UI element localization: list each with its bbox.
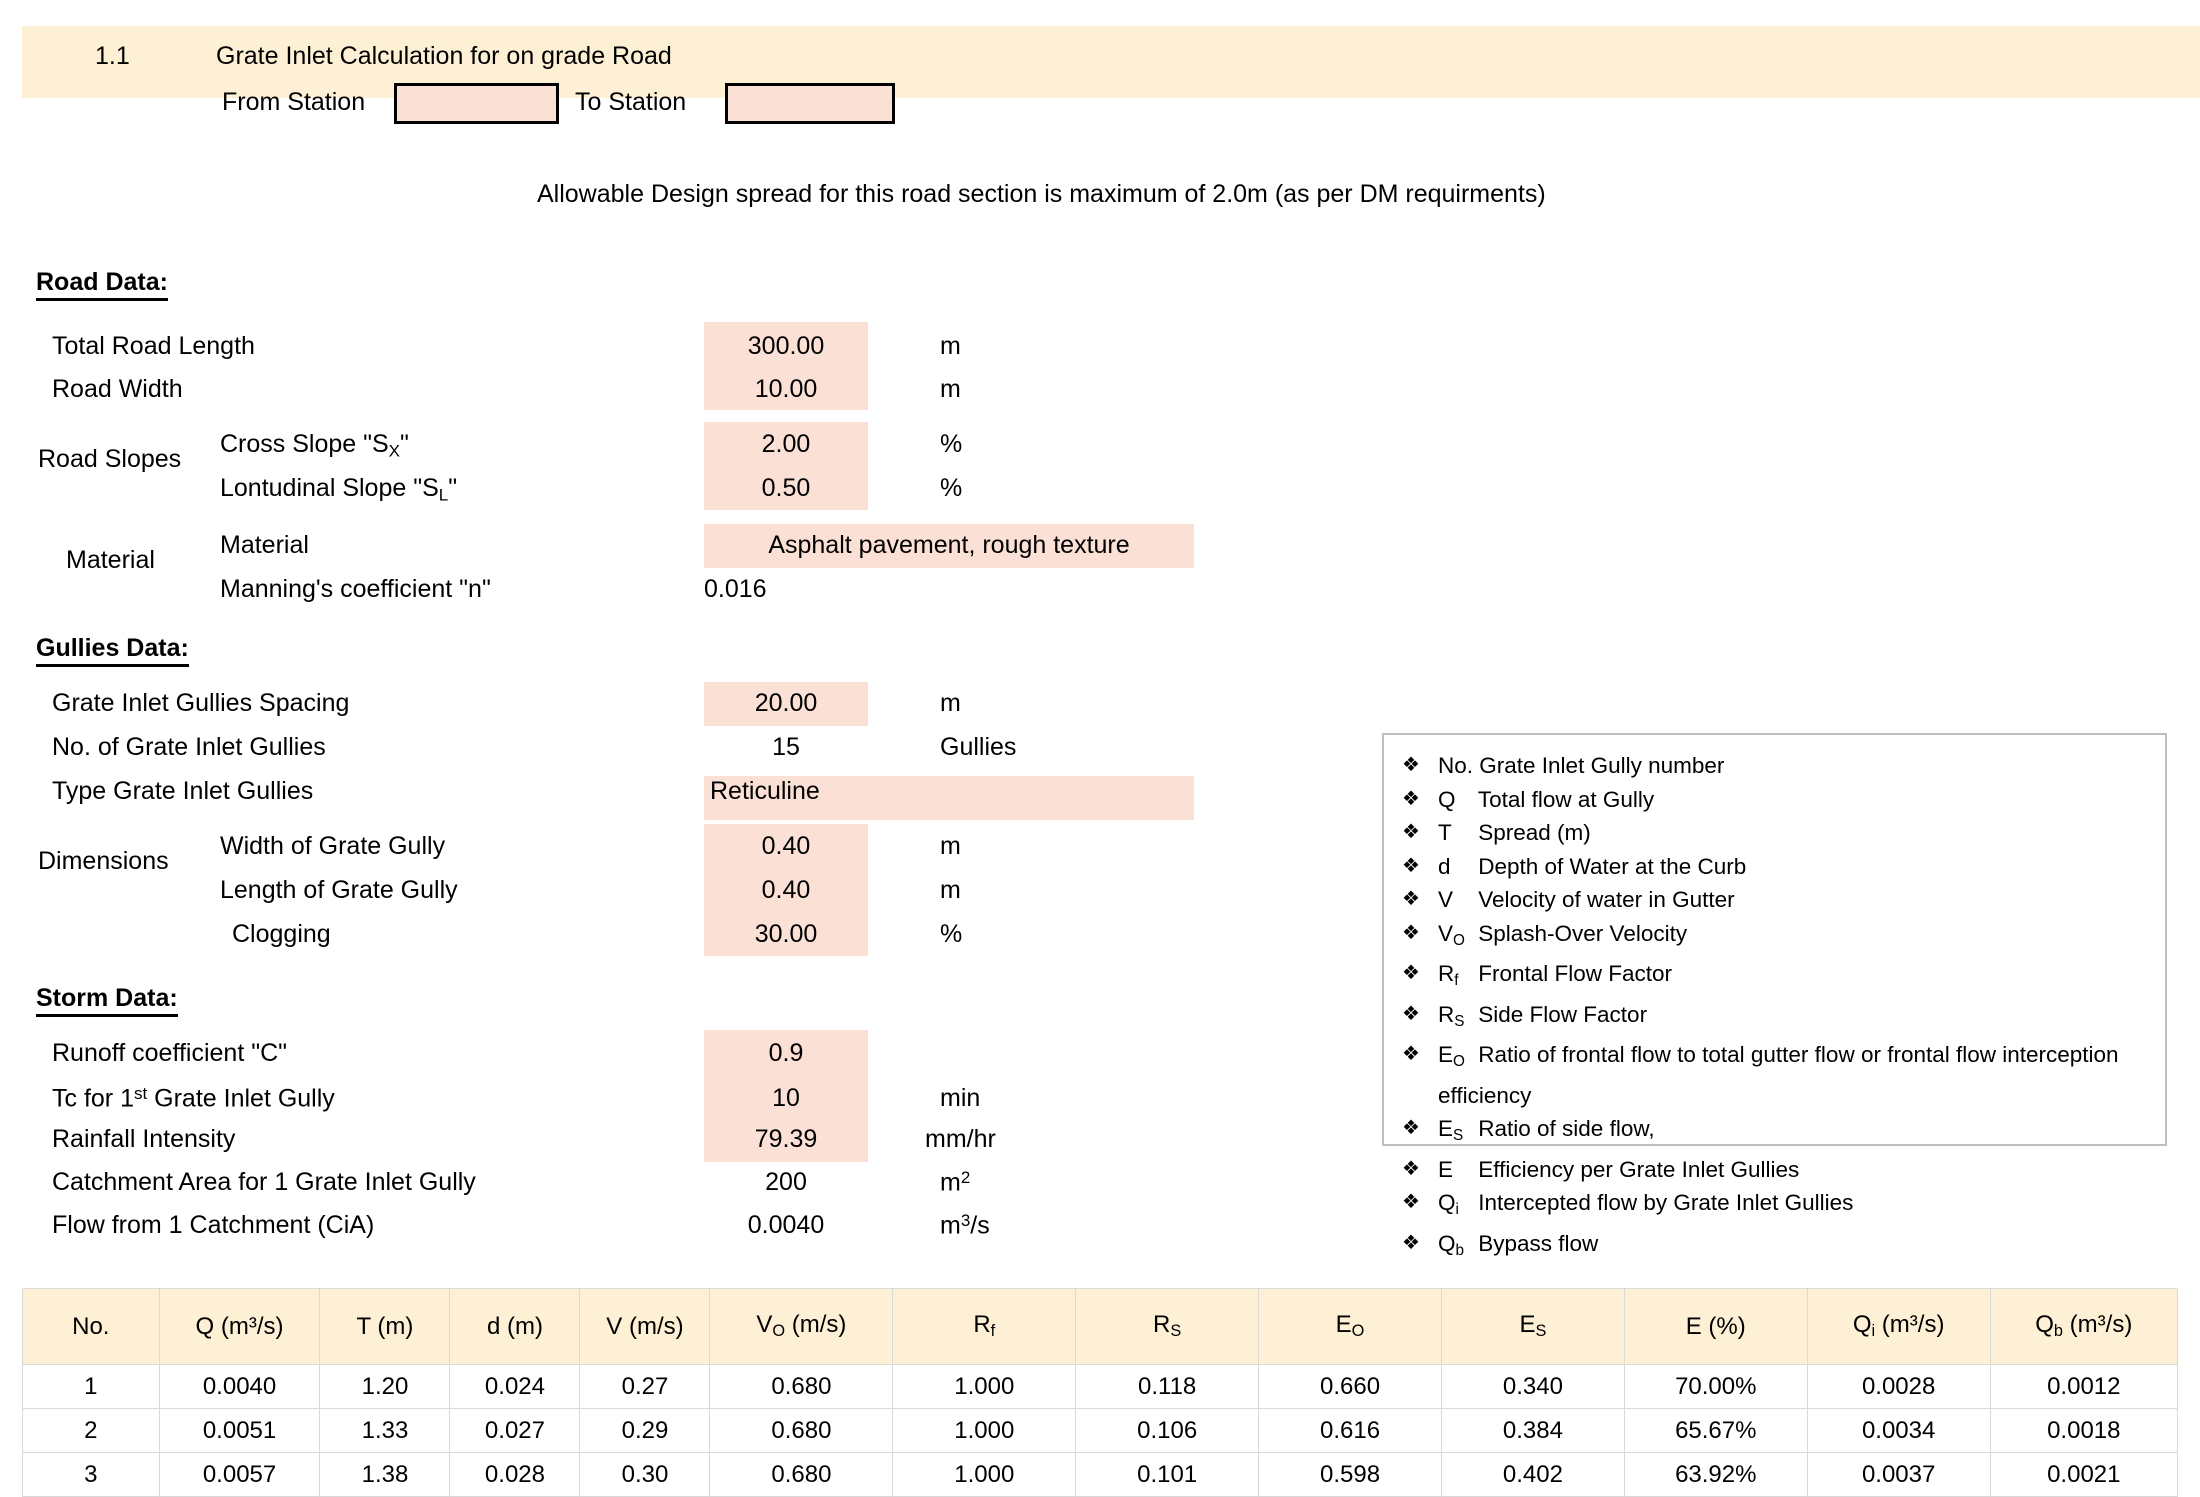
tc-unit: min: [940, 1084, 981, 1112]
results-table-cell: 0.30: [580, 1453, 710, 1497]
results-table-cell: 0.616: [1259, 1409, 1442, 1453]
legend-symbol: $R_f$: [1438, 961, 1459, 990]
gullies-type-value[interactable]: Reticuline: [710, 777, 820, 805]
results-table-cell: 1.20: [320, 1365, 450, 1409]
results-table-cell: 0.680: [710, 1365, 893, 1409]
from-station-input[interactable]: [394, 83, 559, 124]
results-table-cell: 1.000: [893, 1365, 1076, 1409]
diamond-bullet-icon: ❖: [1402, 962, 1420, 985]
legend-text: Total flow at Gully: [1472, 786, 1655, 812]
runoff-coefficient-label: Runoff coefficient "C": [52, 1039, 288, 1067]
results-table-cell: 0.0034: [1807, 1409, 1990, 1453]
results-table-cell: 0.118: [1076, 1365, 1259, 1409]
results-table-cell: 0.106: [1076, 1409, 1259, 1453]
cross-slope-value[interactable]: 2.00: [761, 430, 811, 458]
legend-text: Side Flow Factor: [1472, 1001, 1648, 1027]
road-width-label: Road Width: [52, 375, 183, 403]
road-slopes-group-label: Road Slopes: [38, 445, 182, 473]
results-table-cell: 0.024: [450, 1365, 580, 1409]
gullies-number-value: 15: [772, 733, 800, 761]
grate-length-label: Length of Grate Gully: [220, 876, 458, 904]
legend-item: [1402, 917, 2165, 957]
legend-symbol: V: [1438, 887, 1454, 913]
clogging-value[interactable]: 30.00: [754, 920, 818, 948]
results-table-cell: 0.0018: [1990, 1409, 2177, 1453]
results-table-header-cell: $Q_i$ (m³/s): [1807, 1289, 1990, 1365]
legend-text: Ratio of frontal flow to total gutter flow or frontal flow interception efficiency: [1438, 1042, 2119, 1108]
results-table-cell: 0.402: [1441, 1453, 1624, 1497]
legend-symbol: d: [1438, 853, 1451, 879]
from-station-label: From Station: [222, 88, 366, 116]
results-table-cell: 63.92%: [1624, 1453, 1807, 1497]
title-banner: [22, 26, 2200, 116]
legend-symbol: $Q_b$: [1438, 1230, 1465, 1259]
legend-item: [1402, 749, 2165, 783]
grate-length-value[interactable]: 0.40: [761, 876, 811, 904]
results-table-header-cell: $Q_b$ (m³/s): [1990, 1289, 2177, 1365]
results-table-cell: 1.33: [320, 1409, 450, 1453]
results-table-cell: 0.0040: [159, 1365, 320, 1409]
legend-symbol: $V_O$: [1438, 920, 1465, 949]
results-table-header-cell: $E_O$: [1259, 1289, 1442, 1365]
total-road-length-label: Total Road Length: [52, 332, 255, 360]
results-table-body: [23, 1365, 2178, 1497]
results-table-cell: 0.0057: [159, 1453, 320, 1497]
legend-item: [1402, 783, 2165, 817]
legend-symbol: $E_O$: [1438, 1042, 1465, 1070]
catchment-area-unit: $m^2$: [940, 1168, 971, 1197]
diamond-bullet-icon: ❖: [1402, 787, 1420, 810]
legend-item: [1402, 1186, 2165, 1226]
legend-text: Grate Inlet Gully number: [1473, 753, 1725, 778]
flow-catchment-value: 0.0040: [747, 1211, 825, 1239]
results-table-cell: 0.680: [710, 1453, 893, 1497]
diamond-bullet-icon: ❖: [1402, 1231, 1420, 1254]
results-table-cell: 0.384: [1441, 1409, 1624, 1453]
results-table-cell: 0.27: [580, 1365, 710, 1409]
gullies-type-label: Type Grate Inlet Gullies: [52, 777, 314, 805]
results-table-header-cell: $V_O$ (m/s): [710, 1289, 893, 1365]
mannings-coefficient-value: 0.016: [704, 575, 767, 603]
rainfall-intensity-value[interactable]: 79.39: [754, 1125, 818, 1153]
legend-item: [1402, 1038, 2122, 1112]
legend-symbol: E: [1438, 1156, 1454, 1182]
tc-value[interactable]: 10: [772, 1084, 800, 1112]
legend-text: Bypass flow: [1472, 1230, 1599, 1256]
results-table-cell: 70.00%: [1624, 1365, 1807, 1409]
total-road-length-unit: m: [940, 332, 961, 360]
clogging-unit: %: [940, 920, 963, 948]
legend-item: [1402, 1227, 2165, 1267]
flow-catchment-unit: $m^3/s$: [940, 1211, 990, 1240]
cross-slope-unit: %: [940, 430, 963, 458]
diamond-bullet-icon: ❖: [1402, 888, 1420, 911]
legend-text: Spread (m): [1472, 820, 1591, 846]
results-table-header-cell: $R_f$: [893, 1289, 1076, 1365]
grate-width-value[interactable]: 0.40: [761, 832, 811, 860]
results-table-cell: 0.0051: [159, 1409, 320, 1453]
diamond-bullet-icon: ❖: [1402, 1043, 1420, 1066]
results-table-header-cell: $R_S$: [1076, 1289, 1259, 1365]
material-label: Material: [220, 531, 309, 559]
legend-item: [1402, 883, 2165, 917]
results-table-header-cell: No.: [23, 1289, 160, 1365]
gullies-number-label: No. of Grate Inlet Gullies: [52, 733, 326, 761]
diamond-bullet-icon: ❖: [1402, 821, 1420, 844]
road-data-heading: Road Data:: [36, 268, 168, 301]
total-road-length-value[interactable]: 300.00: [747, 332, 825, 360]
table-row: [23, 1409, 2178, 1453]
results-table-cell: 0.29: [580, 1409, 710, 1453]
dimensions-group-label: Dimensions: [38, 847, 169, 875]
legend-box: [1382, 733, 2167, 1259]
results-table-cell: 0.0028: [1807, 1365, 1990, 1409]
catchment-area-label: Catchment Area for 1 Grate Inlet Gully: [52, 1168, 476, 1196]
cross-slope-label: Cross Slope "$S_X$": [220, 430, 409, 461]
results-table-cell: 3: [23, 1453, 160, 1497]
legend-symbol: $R_S$: [1438, 1001, 1465, 1030]
results-table-header-cell: $E_S$: [1441, 1289, 1624, 1365]
diamond-bullet-icon: ❖: [1402, 921, 1420, 944]
gullies-number-unit: Gullies: [940, 733, 1017, 761]
results-table-cell: 1.000: [893, 1409, 1076, 1453]
design-spread-note: Allowable Design spread for this road section is maximum of 2.0m (as per DM requirments): [537, 180, 1546, 208]
legend-symbol: T: [1438, 820, 1452, 846]
road-width-unit: m: [940, 375, 961, 403]
material-group-label: Material: [66, 546, 155, 574]
storm-data-heading: Storm Data:: [36, 984, 178, 1017]
results-table-header-cell: d (m): [450, 1289, 580, 1365]
diamond-bullet-icon: ❖: [1402, 1117, 1420, 1140]
legend-text: Depth of Water at the Curb: [1472, 853, 1747, 879]
grate-length-unit: m: [940, 876, 961, 904]
results-table-cell: 1.38: [320, 1453, 450, 1497]
legend-item: [1402, 957, 2165, 997]
diamond-bullet-icon: ❖: [1402, 854, 1420, 877]
gullies-data-heading: Gullies Data:: [36, 634, 189, 667]
legend-text: Splash-Over Velocity: [1472, 920, 1688, 946]
to-station-input[interactable]: [725, 83, 895, 124]
legend-list: [1384, 735, 2165, 1267]
legend-item: [1402, 816, 2165, 850]
material-value[interactable]: Asphalt pavement, rough texture: [768, 531, 1130, 559]
grate-width-unit: m: [940, 832, 961, 860]
section-number: 1.1: [95, 42, 130, 70]
rainfall-intensity-unit: mm/hr: [925, 1125, 996, 1153]
catchment-area-value: 200: [765, 1168, 807, 1196]
gullies-spacing-label: Grate Inlet Gullies Spacing: [52, 689, 350, 717]
legend-item: [1402, 1153, 2165, 1187]
legend-text: Efficiency per Grate Inlet Gullies: [1472, 1156, 1800, 1182]
legend-symbol: No.: [1438, 753, 1474, 778]
legend-item: [1402, 850, 2165, 884]
results-table-cell: 2: [23, 1409, 160, 1453]
results-table-cell: 0.598: [1259, 1453, 1442, 1497]
diamond-bullet-icon: ❖: [1402, 1157, 1420, 1180]
results-table-header-cell: V (m/s): [580, 1289, 710, 1365]
longitudinal-slope-unit: %: [940, 474, 963, 502]
gullies-spacing-value[interactable]: 20.00: [754, 689, 818, 717]
legend-symbol: $Q_i$: [1438, 1190, 1459, 1218]
results-table-cell: 65.67%: [1624, 1409, 1807, 1453]
results-table-header-cell: E (%): [1624, 1289, 1807, 1365]
longitudinal-slope-label: Lontudinal Slope "$S_L$": [220, 474, 458, 505]
rainfall-intensity-label: Rainfall Intensity: [52, 1125, 236, 1153]
results-table-cell: 0.340: [1441, 1365, 1624, 1409]
results-table: [22, 1288, 2178, 1497]
diamond-bullet-icon: ❖: [1402, 1191, 1420, 1214]
results-table-cell: 0.028: [450, 1453, 580, 1497]
legend-symbol: Q: [1438, 786, 1456, 812]
legend-item: [1402, 1112, 2165, 1152]
to-station-label: To Station: [575, 88, 687, 116]
diamond-bullet-icon: ❖: [1402, 754, 1420, 776]
mannings-coefficient-label: Manning's coefficient "n": [220, 575, 491, 603]
tc-label: Tc for 1st Grate Inlet Gully: [52, 1084, 335, 1113]
results-table-cell: 0.0012: [1990, 1365, 2177, 1409]
grate-width-label: Width of Grate Gully: [220, 832, 446, 860]
gullies-spacing-unit: m: [940, 689, 961, 717]
clogging-label: Clogging: [232, 920, 331, 948]
results-table-cell: 0.0037: [1807, 1453, 1990, 1497]
legend-text: Ratio of side flow,: [1472, 1116, 1655, 1142]
results-table-cell: 0.027: [450, 1409, 580, 1453]
runoff-coefficient-value[interactable]: 0.9: [768, 1039, 804, 1067]
legend-symbol: $E_S$: [1438, 1116, 1464, 1144]
table-row: [23, 1453, 2178, 1497]
legend-item: [1402, 998, 2165, 1038]
results-table-header-row: [23, 1289, 2178, 1365]
legend-text: Frontal Flow Factor: [1472, 961, 1673, 987]
section-title: Grate Inlet Calculation for on grade Road: [216, 42, 672, 70]
legend-text: Intercepted flow by Grate Inlet Gullies: [1472, 1190, 1854, 1216]
diamond-bullet-icon: ❖: [1402, 1002, 1420, 1025]
results-table-cell: 1: [23, 1365, 160, 1409]
table-row: [23, 1365, 2178, 1409]
legend-text: Velocity of water in Gutter: [1472, 887, 1735, 913]
results-table-cell: 0.0021: [1990, 1453, 2177, 1497]
results-table-cell: 0.101: [1076, 1453, 1259, 1497]
longitudinal-slope-value[interactable]: 0.50: [761, 474, 811, 502]
results-table-cell: 1.000: [893, 1453, 1076, 1497]
flow-catchment-label: Flow from 1 Catchment (CiA): [52, 1211, 375, 1239]
results-table-header-cell: T (m): [320, 1289, 450, 1365]
results-table-header-cell: Q (m³/s): [159, 1289, 320, 1365]
results-table-cell: 0.680: [710, 1409, 893, 1453]
road-width-value[interactable]: 10.00: [754, 375, 818, 403]
results-table-cell: 0.660: [1259, 1365, 1442, 1409]
